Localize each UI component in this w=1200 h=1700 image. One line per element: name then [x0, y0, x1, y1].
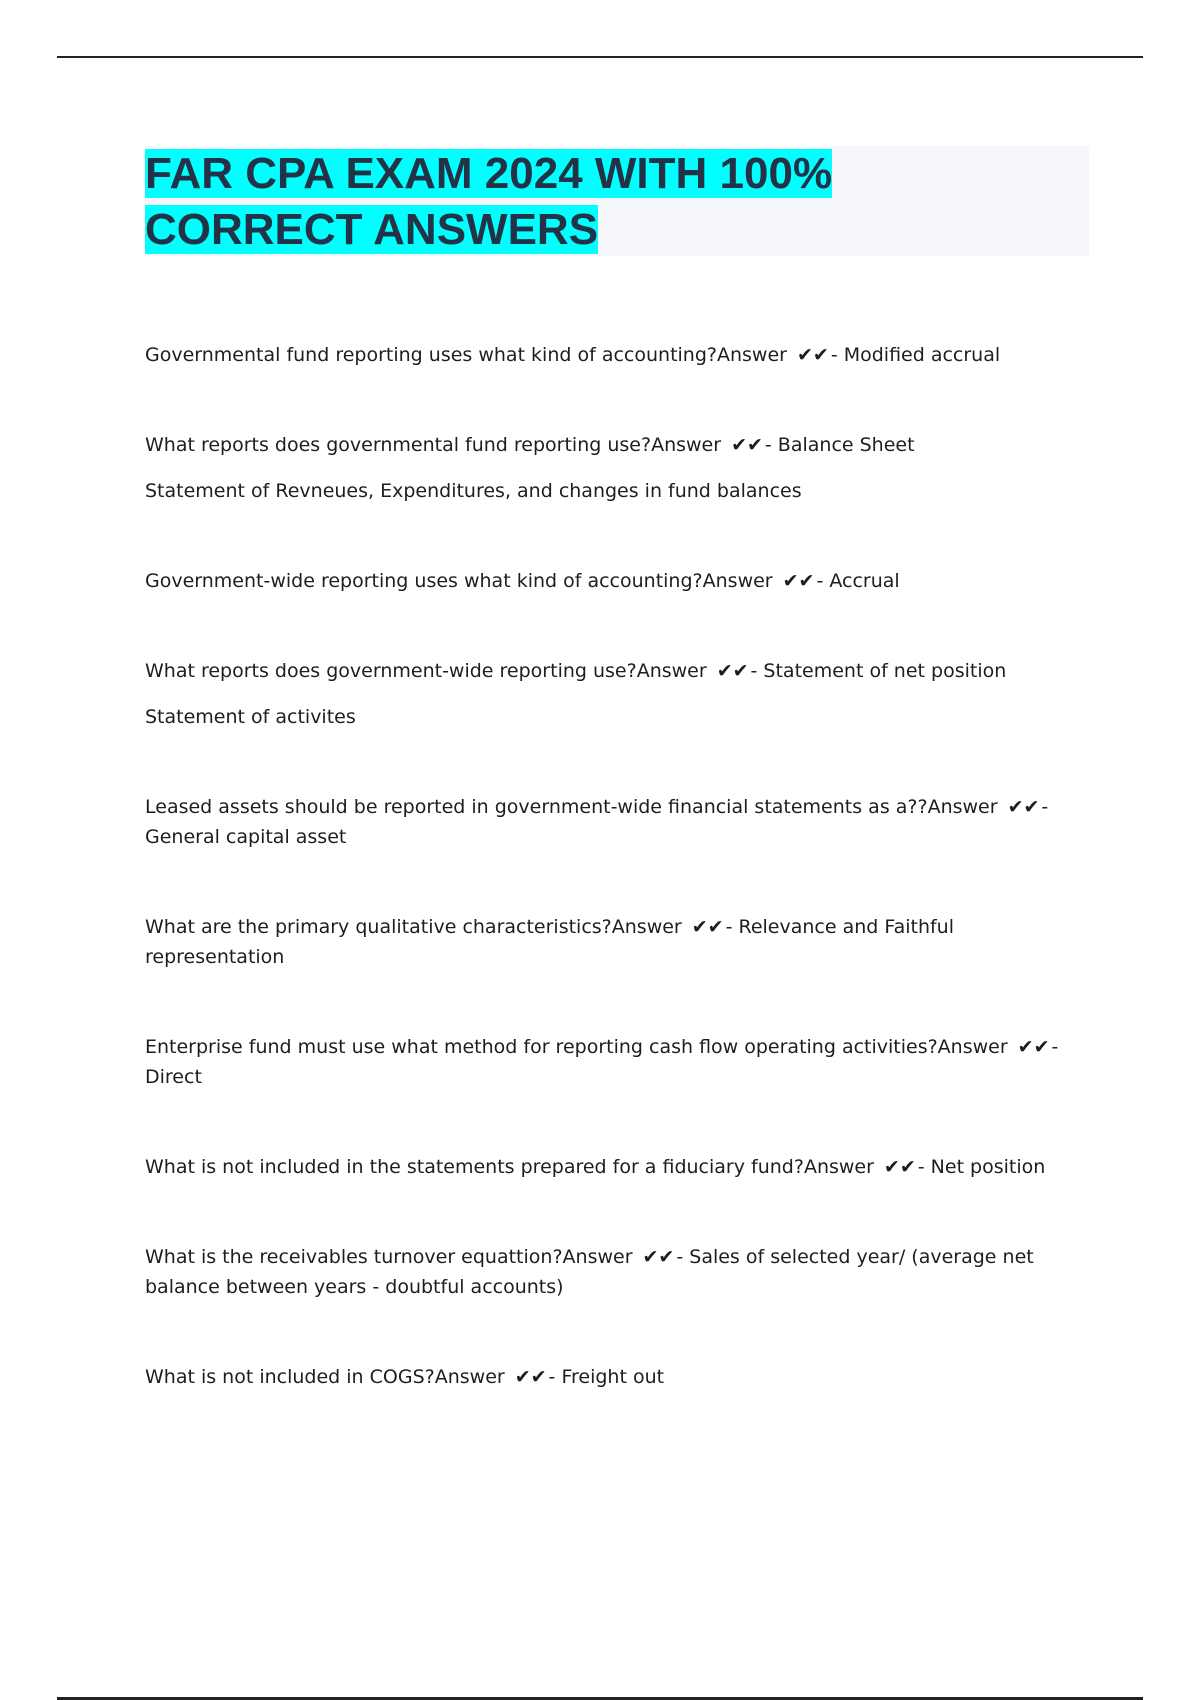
question-text: What reports does governmental fund reporting use?Answer [145, 434, 722, 456]
question-text: What are the primary qualitative characteristics?Answer [145, 916, 682, 938]
check-icon: ✔✔ [883, 1156, 916, 1178]
check-icon: ✔✔ [1007, 796, 1040, 818]
check-icon: ✔✔ [731, 434, 763, 456]
answer-text: - Modified accrual [830, 344, 1001, 366]
check-icon: ✔✔ [514, 1366, 547, 1388]
qa-item [145, 340, 1089, 370]
question-text: Government-wide reporting uses what kind of accounting?Answer [145, 570, 773, 592]
qa-item [145, 1362, 1089, 1392]
answer-text: - Freight out [548, 1366, 665, 1388]
question-text: What reports does government-wide reporting use?Answer [145, 660, 707, 682]
qa-item [145, 1242, 1089, 1302]
answer-text: - Direct [145, 1036, 1059, 1088]
question-text: What is not included in the statements prepared for a fiduciary fund?Answer [145, 1156, 874, 1178]
answer-text: - Net position [917, 1156, 1046, 1178]
answer-text: - Accrual [816, 570, 900, 592]
question-text: Governmental fund reporting uses what kind of accounting?Answer [145, 344, 787, 366]
answer-text: - Balance Sheet [764, 434, 915, 456]
document-title [145, 146, 1089, 258]
qa-item [145, 566, 1089, 596]
answer-continuation: Statement of activites [145, 706, 356, 728]
qa-list [145, 340, 1089, 1392]
question-text: What is not included in COGS?Answer [145, 1366, 505, 1388]
answer-text: - Relevance and Faithful representation [145, 916, 954, 968]
title-line-2: CORRECT ANSWERS [145, 205, 599, 254]
qa-item [145, 1032, 1089, 1092]
check-icon: ✔✔ [642, 1246, 675, 1268]
qa-item [145, 656, 1089, 732]
answer-text: - Sales of selected year/ (average net balance between years - doubtful accounts) [145, 1246, 1034, 1298]
check-icon: ✔✔ [782, 570, 815, 592]
question-text: Leased assets should be reported in government-wide financial statements as a??Answer [145, 796, 998, 818]
check-icon: ✔✔ [716, 660, 749, 682]
qa-item [145, 430, 1089, 506]
title-block [145, 146, 1089, 256]
qa-item [145, 792, 1089, 852]
question-text: What is the receivables turnover equattion?Answer [145, 1246, 633, 1268]
check-icon: ✔✔ [796, 344, 829, 366]
qa-item [145, 1152, 1089, 1182]
answer-text: - Statement of net position [750, 660, 1007, 682]
check-icon: ✔✔ [1017, 1036, 1050, 1058]
answer-continuation: Statement of Revneues, Expenditures, and changes in fund balances [145, 480, 802, 502]
answer-text: - General capital asset [145, 796, 1049, 848]
top-rule [57, 56, 1143, 58]
question-text: Enterprise fund must use what method for reporting cash flow operating activities?Answer [145, 1036, 1008, 1058]
qa-item [145, 912, 1089, 972]
check-icon: ✔✔ [691, 916, 724, 938]
title-line-1: FAR CPA EXAM 2024 WITH 100% [145, 149, 833, 198]
